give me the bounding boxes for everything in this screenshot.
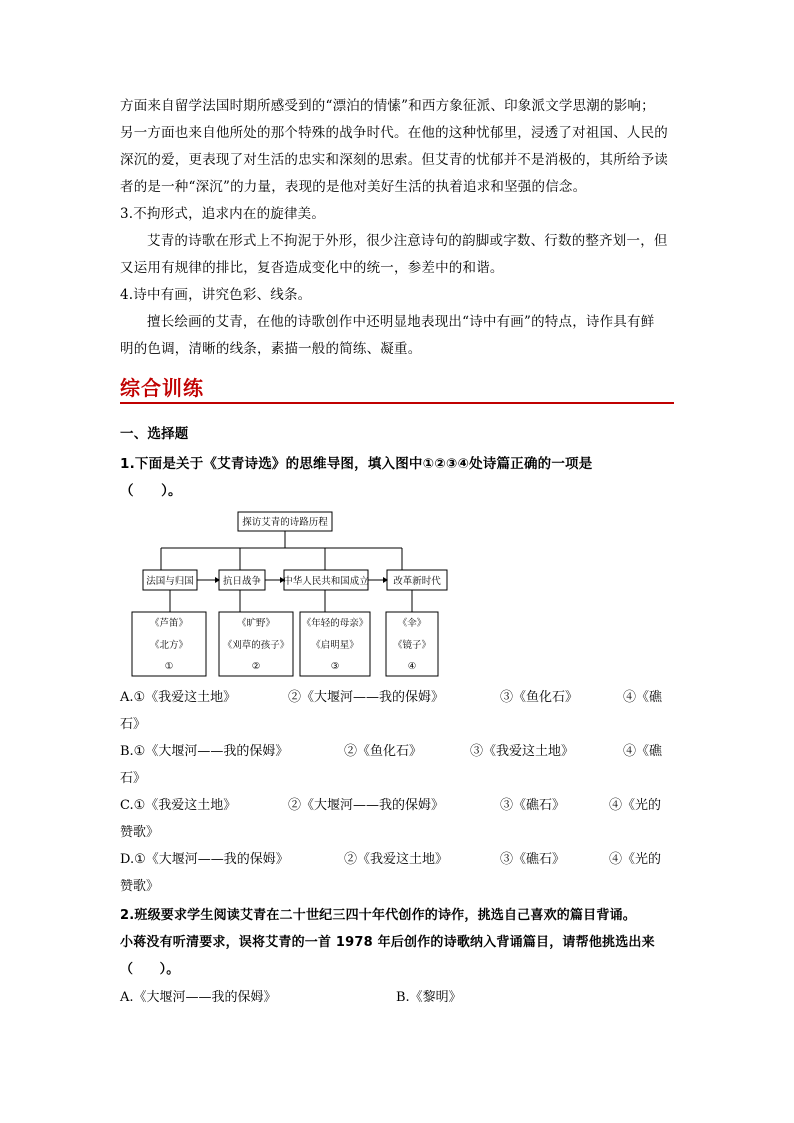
- q1-option-d-part-4: ④《光的: [609, 852, 662, 867]
- point3-body-line-2: 又运用有规律的排比，复沓造成变化中的统一，参差中的和谐。: [120, 260, 504, 276]
- q2-option-a[interactable]: A.《大堰河——我的保姆》: [120, 990, 277, 1005]
- poem-box-4-line-2: 《镜子》: [392, 640, 432, 651]
- q1-option-a-part-1: A.①《我爱这土地》: [120, 690, 237, 705]
- stage-label-1: 法国与归国: [146, 576, 194, 587]
- q1-option-b-wrap: 石》: [120, 771, 147, 786]
- q1-option-a-part-2: ②《大堰河——我的保姆》: [288, 690, 445, 705]
- poem-box-1-line-2: 《北方》: [149, 640, 189, 651]
- q2-stem-line-2: 小蒋没有听清要求，误将艾青的一首 1978 年后创作的诗歌纳入背诵篇目，请帮他挑选出来: [120, 935, 655, 950]
- q1-option-b-part-1: B.①《大堰河——我的保姆》: [120, 744, 289, 759]
- poem-box-2-number: ②: [251, 661, 261, 672]
- poem-box-3-number: ③: [330, 661, 340, 672]
- point3-title: 3.不拘形式，追求内在的旋律美。: [120, 206, 326, 222]
- q1-option-c-part-3: ③《礁石》: [500, 798, 566, 813]
- q1-option-a-part-3: ③《鱼化石》: [500, 690, 579, 705]
- q1-option-b-part-2: ②《鱼化石》: [344, 744, 423, 759]
- root-label: 探访艾青的诗路历程: [242, 517, 328, 528]
- stage-label-4: 改革新时代: [393, 576, 441, 587]
- poem-box-3-line-2: 《启明星》: [311, 640, 359, 651]
- q2-option-b[interactable]: B.《黎明》: [396, 990, 462, 1005]
- point3-body-line-1: 艾青的诗歌在形式上不拘泥于外形，很少注意诗句的韵脚或字数、行数的整齐划一，但: [147, 233, 668, 249]
- intro-p1-line-4: 者的是一种“深沉”的力量，表现的是他对美好生活的执着追求和坚强的信念。: [120, 179, 587, 195]
- point4-body-line-1: 擅长绘画的艾青，在他的诗歌创作中还明显地表现出“诗中有画”的特点，诗作具有鲜: [147, 314, 655, 330]
- point4-body-line-2: 明的色调，清晰的线条，素描一般的简练、凝重。: [120, 341, 422, 357]
- section-subtitle: 一、选择题: [120, 426, 189, 442]
- q1-option-c-wrap: 赞歌》: [120, 825, 160, 840]
- q1-option-c-part-4: ④《光的: [609, 798, 662, 813]
- q1-option-b-part-4: ④《礁: [623, 744, 663, 759]
- poem-box-2-line-1: 《旷野》: [236, 618, 276, 629]
- point4-title: 4.诗中有画，讲究色彩、线条。: [120, 287, 312, 303]
- stage-label-3: 中华人民共和国成立: [283, 576, 369, 587]
- poem-box-3-line-1: 《年轻的母亲》: [301, 618, 369, 629]
- poem-box-4-number: ④: [407, 661, 417, 672]
- q1-option-c-part-2: ②《大堰河——我的保姆》: [288, 798, 445, 813]
- section-title: 综合训练: [120, 376, 204, 400]
- poem-box-1-number: ①: [164, 661, 174, 672]
- q2-stem-line-3: （ ）。: [120, 962, 180, 977]
- q1-option-d-part-2: ②《我爱这土地》: [344, 852, 449, 867]
- intro-p1-line-3: 深沉的爱，更表现了对生活的忠实和深刻的思索。但艾青的忧郁并不是消极的，其所给予读: [120, 152, 668, 168]
- q1-option-d-part-3: ③《礁石》: [500, 852, 566, 867]
- q1-stem-line-2: （ ）。: [120, 483, 182, 499]
- poem-box-4-line-1: 《伞》: [397, 618, 427, 629]
- q1-option-d-wrap: 赞歌》: [120, 879, 160, 894]
- q1-option-d-part-1: D.①《大堰河——我的保姆》: [120, 852, 289, 867]
- q2-stem-line-1: 2.班级要求学生阅读艾青在二十世纪三四十年代创作的诗作，挑选自己喜欢的篇目背诵。: [120, 908, 636, 923]
- poem-box-2-line-2: 《刈草的孩子》: [222, 640, 290, 651]
- intro-p1-line-2: 另一方面也来自他所处的那个特殊的战争时代。在他的这种忧郁里，浸透了对祖国、人民的: [120, 125, 668, 141]
- q1-option-c-part-1: C.①《我爱这土地》: [120, 798, 237, 813]
- poem-box-1-line-1: 《芦笛》: [149, 618, 189, 629]
- intro-p1-line-1: 方面来自留学法国时期所感受到的“漂泊的情愫”和西方象征派、印象派文学思潮的影响；: [120, 98, 655, 114]
- q1-option-a-part-4: ④《礁: [623, 690, 663, 705]
- q1-option-b-part-3: ③《我爱这土地》: [470, 744, 575, 759]
- stage-label-2: 抗日战争: [222, 576, 262, 587]
- q1-option-a-wrap: 石》: [120, 717, 147, 732]
- q1-stem-line-1: 1.下面是关于《艾青诗选》的思维导图，填入图中①②③④处诗篇正确的一项是: [120, 456, 593, 472]
